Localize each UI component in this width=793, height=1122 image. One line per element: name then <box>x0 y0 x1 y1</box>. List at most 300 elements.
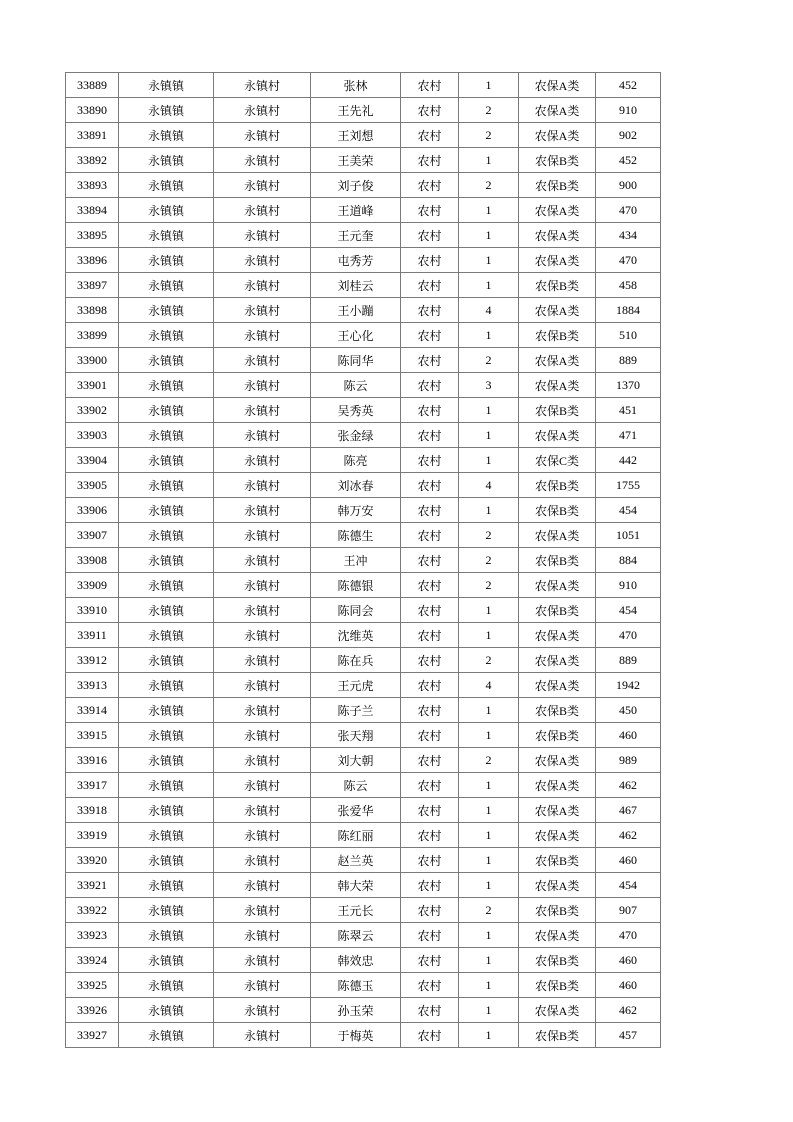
cell-amount: 462 <box>596 998 661 1023</box>
cell-serial-number: 33896 <box>66 248 119 273</box>
cell-village: 永镇村 <box>214 623 311 648</box>
cell-count: 1 <box>459 73 519 98</box>
cell-insurance-category: 农保A类 <box>519 623 596 648</box>
cell-person-name: 孙玉荣 <box>311 998 401 1023</box>
cell-village: 永镇村 <box>214 673 311 698</box>
cell-serial-number: 33925 <box>66 973 119 998</box>
table-row <box>66 73 661 98</box>
cell-town: 永镇镇 <box>119 298 214 323</box>
cell-residence-type: 农村 <box>401 148 459 173</box>
table-row <box>66 573 661 598</box>
cell-amount: 1884 <box>596 298 661 323</box>
cell-serial-number: 33893 <box>66 173 119 198</box>
cell-town: 永镇镇 <box>119 673 214 698</box>
cell-serial-number: 33905 <box>66 473 119 498</box>
cell-insurance-category: 农保A类 <box>519 873 596 898</box>
cell-residence-type: 农村 <box>401 98 459 123</box>
cell-amount: 510 <box>596 323 661 348</box>
cell-amount: 457 <box>596 1023 661 1048</box>
cell-insurance-category: 农保A类 <box>519 98 596 123</box>
cell-town: 永镇镇 <box>119 498 214 523</box>
cell-person-name: 陈在兵 <box>311 648 401 673</box>
table-row <box>66 173 661 198</box>
table-row <box>66 898 661 923</box>
table-row <box>66 923 661 948</box>
cell-village: 永镇村 <box>214 898 311 923</box>
cell-village: 永镇村 <box>214 348 311 373</box>
cell-serial-number: 33913 <box>66 673 119 698</box>
table-row <box>66 998 661 1023</box>
cell-serial-number: 33903 <box>66 423 119 448</box>
cell-village: 永镇村 <box>214 498 311 523</box>
cell-serial-number: 33899 <box>66 323 119 348</box>
table-row <box>66 1023 661 1048</box>
cell-town: 永镇镇 <box>119 123 214 148</box>
cell-residence-type: 农村 <box>401 123 459 148</box>
cell-residence-type: 农村 <box>401 773 459 798</box>
cell-village: 永镇村 <box>214 173 311 198</box>
cell-village: 永镇村 <box>214 548 311 573</box>
cell-amount: 454 <box>596 873 661 898</box>
cell-village: 永镇村 <box>214 823 311 848</box>
cell-count: 2 <box>459 648 519 673</box>
cell-residence-type: 农村 <box>401 723 459 748</box>
cell-residence-type: 农村 <box>401 923 459 948</box>
cell-amount: 454 <box>596 598 661 623</box>
cell-amount: 989 <box>596 748 661 773</box>
cell-person-name: 刘冰春 <box>311 473 401 498</box>
cell-person-name: 刘桂云 <box>311 273 401 298</box>
cell-amount: 907 <box>596 898 661 923</box>
cell-village: 永镇村 <box>214 223 311 248</box>
cell-count: 2 <box>459 348 519 373</box>
cell-village: 永镇村 <box>214 248 311 273</box>
cell-village: 永镇村 <box>214 123 311 148</box>
cell-insurance-category: 农保B类 <box>519 723 596 748</box>
cell-insurance-category: 农保B类 <box>519 273 596 298</box>
cell-person-name: 陈同华 <box>311 348 401 373</box>
cell-serial-number: 33889 <box>66 73 119 98</box>
cell-count: 4 <box>459 673 519 698</box>
cell-village: 永镇村 <box>214 973 311 998</box>
cell-amount: 470 <box>596 623 661 648</box>
cell-serial-number: 33890 <box>66 98 119 123</box>
cell-amount: 458 <box>596 273 661 298</box>
cell-count: 1 <box>459 773 519 798</box>
cell-residence-type: 农村 <box>401 248 459 273</box>
table-row <box>66 973 661 998</box>
cell-person-name: 王元奎 <box>311 223 401 248</box>
cell-residence-type: 农村 <box>401 948 459 973</box>
cell-town: 永镇镇 <box>119 173 214 198</box>
cell-serial-number: 33914 <box>66 698 119 723</box>
cell-village: 永镇村 <box>214 73 311 98</box>
cell-amount: 910 <box>596 573 661 598</box>
cell-person-name: 刘大朝 <box>311 748 401 773</box>
cell-residence-type: 农村 <box>401 648 459 673</box>
cell-residence-type: 农村 <box>401 623 459 648</box>
cell-person-name: 张天翔 <box>311 723 401 748</box>
table-row <box>66 948 661 973</box>
cell-amount: 884 <box>596 548 661 573</box>
cell-residence-type: 农村 <box>401 573 459 598</box>
cell-town: 永镇镇 <box>119 323 214 348</box>
cell-residence-type: 农村 <box>401 873 459 898</box>
cell-count: 1 <box>459 998 519 1023</box>
cell-amount: 1755 <box>596 473 661 498</box>
cell-insurance-category: 农保A类 <box>519 673 596 698</box>
cell-town: 永镇镇 <box>119 573 214 598</box>
cell-village: 永镇村 <box>214 998 311 1023</box>
cell-person-name: 陈云 <box>311 373 401 398</box>
cell-person-name: 韩效忠 <box>311 948 401 973</box>
cell-person-name: 吴秀英 <box>311 398 401 423</box>
table-row <box>66 423 661 448</box>
cell-insurance-category: 农保A类 <box>519 248 596 273</box>
cell-insurance-category: 农保A类 <box>519 798 596 823</box>
cell-village: 永镇村 <box>214 373 311 398</box>
cell-count: 1 <box>459 848 519 873</box>
cell-amount: 467 <box>596 798 661 823</box>
cell-person-name: 陈红丽 <box>311 823 401 848</box>
table-row <box>66 698 661 723</box>
cell-insurance-category: 农保A类 <box>519 523 596 548</box>
cell-person-name: 沈维英 <box>311 623 401 648</box>
cell-person-name: 陈德银 <box>311 573 401 598</box>
cell-town: 永镇镇 <box>119 948 214 973</box>
cell-residence-type: 农村 <box>401 323 459 348</box>
table-row <box>66 148 661 173</box>
benefits-table <box>65 72 661 1048</box>
cell-residence-type: 农村 <box>401 448 459 473</box>
table-row <box>66 198 661 223</box>
cell-serial-number: 33891 <box>66 123 119 148</box>
table-row <box>66 473 661 498</box>
cell-person-name: 陈亮 <box>311 448 401 473</box>
cell-village: 永镇村 <box>214 948 311 973</box>
cell-serial-number: 33920 <box>66 848 119 873</box>
cell-serial-number: 33908 <box>66 548 119 573</box>
cell-person-name: 张林 <box>311 73 401 98</box>
cell-residence-type: 农村 <box>401 73 459 98</box>
cell-count: 1 <box>459 448 519 473</box>
cell-town: 永镇镇 <box>119 198 214 223</box>
cell-amount: 462 <box>596 823 661 848</box>
cell-insurance-category: 农保A类 <box>519 998 596 1023</box>
cell-town: 永镇镇 <box>119 998 214 1023</box>
cell-amount: 460 <box>596 723 661 748</box>
cell-insurance-category: 农保A类 <box>519 73 596 98</box>
cell-residence-type: 农村 <box>401 223 459 248</box>
table-row <box>66 373 661 398</box>
cell-town: 永镇镇 <box>119 823 214 848</box>
table-row <box>66 223 661 248</box>
cell-town: 永镇镇 <box>119 73 214 98</box>
cell-count: 1 <box>459 273 519 298</box>
table-row <box>66 823 661 848</box>
cell-count: 1 <box>459 423 519 448</box>
cell-insurance-category: 农保B类 <box>519 1023 596 1048</box>
cell-count: 2 <box>459 898 519 923</box>
cell-insurance-category: 农保A类 <box>519 823 596 848</box>
cell-town: 永镇镇 <box>119 448 214 473</box>
table-row <box>66 273 661 298</box>
cell-person-name: 于梅英 <box>311 1023 401 1048</box>
cell-town: 永镇镇 <box>119 898 214 923</box>
cell-town: 永镇镇 <box>119 373 214 398</box>
cell-residence-type: 农村 <box>401 548 459 573</box>
cell-count: 3 <box>459 373 519 398</box>
cell-village: 永镇村 <box>214 648 311 673</box>
cell-count: 1 <box>459 198 519 223</box>
cell-town: 永镇镇 <box>119 423 214 448</box>
cell-insurance-category: 农保B类 <box>519 848 596 873</box>
cell-serial-number: 33921 <box>66 873 119 898</box>
cell-insurance-category: 农保B类 <box>519 948 596 973</box>
cell-count: 1 <box>459 623 519 648</box>
cell-count: 1 <box>459 723 519 748</box>
cell-village: 永镇村 <box>214 598 311 623</box>
cell-count: 1 <box>459 223 519 248</box>
cell-town: 永镇镇 <box>119 598 214 623</box>
cell-insurance-category: 农保B类 <box>519 973 596 998</box>
cell-amount: 434 <box>596 223 661 248</box>
cell-town: 永镇镇 <box>119 873 214 898</box>
cell-insurance-category: 农保A类 <box>519 223 596 248</box>
cell-amount: 910 <box>596 98 661 123</box>
cell-residence-type: 农村 <box>401 198 459 223</box>
cell-insurance-category: 农保A类 <box>519 748 596 773</box>
cell-insurance-category: 农保A类 <box>519 923 596 948</box>
cell-town: 永镇镇 <box>119 523 214 548</box>
cell-count: 1 <box>459 1023 519 1048</box>
cell-residence-type: 农村 <box>401 373 459 398</box>
cell-village: 永镇村 <box>214 873 311 898</box>
cell-insurance-category: 农保B类 <box>519 498 596 523</box>
cell-serial-number: 33900 <box>66 348 119 373</box>
cell-person-name: 屯秀芳 <box>311 248 401 273</box>
cell-serial-number: 33898 <box>66 298 119 323</box>
cell-person-name: 张金绿 <box>311 423 401 448</box>
cell-serial-number: 33895 <box>66 223 119 248</box>
cell-person-name: 王刘想 <box>311 123 401 148</box>
cell-serial-number: 33907 <box>66 523 119 548</box>
cell-residence-type: 农村 <box>401 698 459 723</box>
cell-count: 4 <box>459 473 519 498</box>
cell-serial-number: 33917 <box>66 773 119 798</box>
cell-count: 2 <box>459 523 519 548</box>
cell-village: 永镇村 <box>214 298 311 323</box>
cell-count: 1 <box>459 598 519 623</box>
cell-person-name: 王美荣 <box>311 148 401 173</box>
cell-serial-number: 33909 <box>66 573 119 598</box>
cell-town: 永镇镇 <box>119 473 214 498</box>
cell-residence-type: 农村 <box>401 798 459 823</box>
cell-person-name: 陈子兰 <box>311 698 401 723</box>
cell-insurance-category: 农保A类 <box>519 123 596 148</box>
cell-person-name: 韩大荣 <box>311 873 401 898</box>
cell-count: 1 <box>459 823 519 848</box>
cell-insurance-category: 农保A类 <box>519 573 596 598</box>
cell-serial-number: 33897 <box>66 273 119 298</box>
cell-serial-number: 33922 <box>66 898 119 923</box>
table-row <box>66 748 661 773</box>
cell-serial-number: 33904 <box>66 448 119 473</box>
cell-count: 2 <box>459 548 519 573</box>
table-row <box>66 598 661 623</box>
cell-village: 永镇村 <box>214 448 311 473</box>
table-row <box>66 648 661 673</box>
cell-person-name: 王元长 <box>311 898 401 923</box>
cell-amount: 471 <box>596 423 661 448</box>
cell-amount: 460 <box>596 973 661 998</box>
cell-village: 永镇村 <box>214 573 311 598</box>
table-row <box>66 348 661 373</box>
cell-amount: 462 <box>596 773 661 798</box>
cell-town: 永镇镇 <box>119 623 214 648</box>
cell-amount: 1942 <box>596 673 661 698</box>
cell-amount: 450 <box>596 698 661 723</box>
cell-residence-type: 农村 <box>401 998 459 1023</box>
cell-town: 永镇镇 <box>119 798 214 823</box>
table-row <box>66 448 661 473</box>
cell-residence-type: 农村 <box>401 498 459 523</box>
cell-person-name: 陈德玉 <box>311 973 401 998</box>
cell-serial-number: 33912 <box>66 648 119 673</box>
cell-insurance-category: 农保B类 <box>519 898 596 923</box>
cell-person-name: 王元虎 <box>311 673 401 698</box>
cell-residence-type: 农村 <box>401 523 459 548</box>
cell-insurance-category: 农保B类 <box>519 698 596 723</box>
cell-count: 2 <box>459 748 519 773</box>
cell-village: 永镇村 <box>214 198 311 223</box>
cell-town: 永镇镇 <box>119 748 214 773</box>
cell-amount: 470 <box>596 198 661 223</box>
cell-amount: 470 <box>596 923 661 948</box>
cell-count: 1 <box>459 698 519 723</box>
cell-insurance-category: 农保A类 <box>519 773 596 798</box>
table-row <box>66 623 661 648</box>
cell-town: 永镇镇 <box>119 648 214 673</box>
cell-residence-type: 农村 <box>401 473 459 498</box>
cell-count: 1 <box>459 923 519 948</box>
cell-count: 1 <box>459 498 519 523</box>
cell-residence-type: 农村 <box>401 273 459 298</box>
table-row <box>66 523 661 548</box>
cell-person-name: 王心化 <box>311 323 401 348</box>
cell-amount: 452 <box>596 148 661 173</box>
cell-village: 永镇村 <box>214 98 311 123</box>
cell-person-name: 韩万安 <box>311 498 401 523</box>
table-row <box>66 873 661 898</box>
cell-count: 2 <box>459 173 519 198</box>
cell-town: 永镇镇 <box>119 248 214 273</box>
cell-amount: 1370 <box>596 373 661 398</box>
table-row <box>66 298 661 323</box>
cell-amount: 1051 <box>596 523 661 548</box>
cell-person-name: 王小蹦 <box>311 298 401 323</box>
cell-town: 永镇镇 <box>119 98 214 123</box>
cell-village: 永镇村 <box>214 1023 311 1048</box>
cell-serial-number: 33926 <box>66 998 119 1023</box>
cell-village: 永镇村 <box>214 273 311 298</box>
cell-village: 永镇村 <box>214 473 311 498</box>
table-row <box>66 673 661 698</box>
cell-town: 永镇镇 <box>119 348 214 373</box>
cell-count: 4 <box>459 298 519 323</box>
cell-amount: 460 <box>596 948 661 973</box>
cell-amount: 889 <box>596 348 661 373</box>
cell-town: 永镇镇 <box>119 398 214 423</box>
cell-insurance-category: 农保B类 <box>519 598 596 623</box>
table-row <box>66 773 661 798</box>
cell-count: 2 <box>459 573 519 598</box>
cell-residence-type: 农村 <box>401 398 459 423</box>
cell-person-name: 刘子俊 <box>311 173 401 198</box>
cell-village: 永镇村 <box>214 748 311 773</box>
cell-village: 永镇村 <box>214 848 311 873</box>
cell-village: 永镇村 <box>214 398 311 423</box>
cell-residence-type: 农村 <box>401 748 459 773</box>
cell-village: 永镇村 <box>214 923 311 948</box>
cell-insurance-category: 农保B类 <box>519 148 596 173</box>
cell-village: 永镇村 <box>214 148 311 173</box>
cell-town: 永镇镇 <box>119 723 214 748</box>
cell-amount: 454 <box>596 498 661 523</box>
cell-residence-type: 农村 <box>401 598 459 623</box>
table-row <box>66 798 661 823</box>
cell-town: 永镇镇 <box>119 148 214 173</box>
cell-person-name: 赵兰英 <box>311 848 401 873</box>
table-body <box>66 73 661 1048</box>
cell-town: 永镇镇 <box>119 548 214 573</box>
cell-amount: 470 <box>596 248 661 273</box>
cell-town: 永镇镇 <box>119 273 214 298</box>
cell-count: 1 <box>459 148 519 173</box>
cell-serial-number: 33894 <box>66 198 119 223</box>
cell-amount: 902 <box>596 123 661 148</box>
cell-residence-type: 农村 <box>401 298 459 323</box>
cell-residence-type: 农村 <box>401 423 459 448</box>
cell-insurance-category: 农保A类 <box>519 348 596 373</box>
cell-amount: 900 <box>596 173 661 198</box>
cell-person-name: 陈翠云 <box>311 923 401 948</box>
cell-insurance-category: 农保C类 <box>519 448 596 473</box>
cell-person-name: 陈德生 <box>311 523 401 548</box>
cell-insurance-category: 农保B类 <box>519 548 596 573</box>
cell-person-name: 王冲 <box>311 548 401 573</box>
cell-town: 永镇镇 <box>119 773 214 798</box>
cell-amount: 442 <box>596 448 661 473</box>
cell-person-name: 张爱华 <box>311 798 401 823</box>
cell-village: 永镇村 <box>214 773 311 798</box>
cell-count: 1 <box>459 873 519 898</box>
cell-amount: 451 <box>596 398 661 423</box>
cell-count: 2 <box>459 123 519 148</box>
cell-insurance-category: 农保B类 <box>519 173 596 198</box>
cell-village: 永镇村 <box>214 323 311 348</box>
cell-insurance-category: 农保A类 <box>519 423 596 448</box>
cell-residence-type: 农村 <box>401 823 459 848</box>
table-row <box>66 498 661 523</box>
cell-count: 1 <box>459 398 519 423</box>
table-row <box>66 548 661 573</box>
table-row <box>66 248 661 273</box>
cell-residence-type: 农村 <box>401 173 459 198</box>
cell-town: 永镇镇 <box>119 923 214 948</box>
cell-serial-number: 33924 <box>66 948 119 973</box>
cell-town: 永镇镇 <box>119 848 214 873</box>
